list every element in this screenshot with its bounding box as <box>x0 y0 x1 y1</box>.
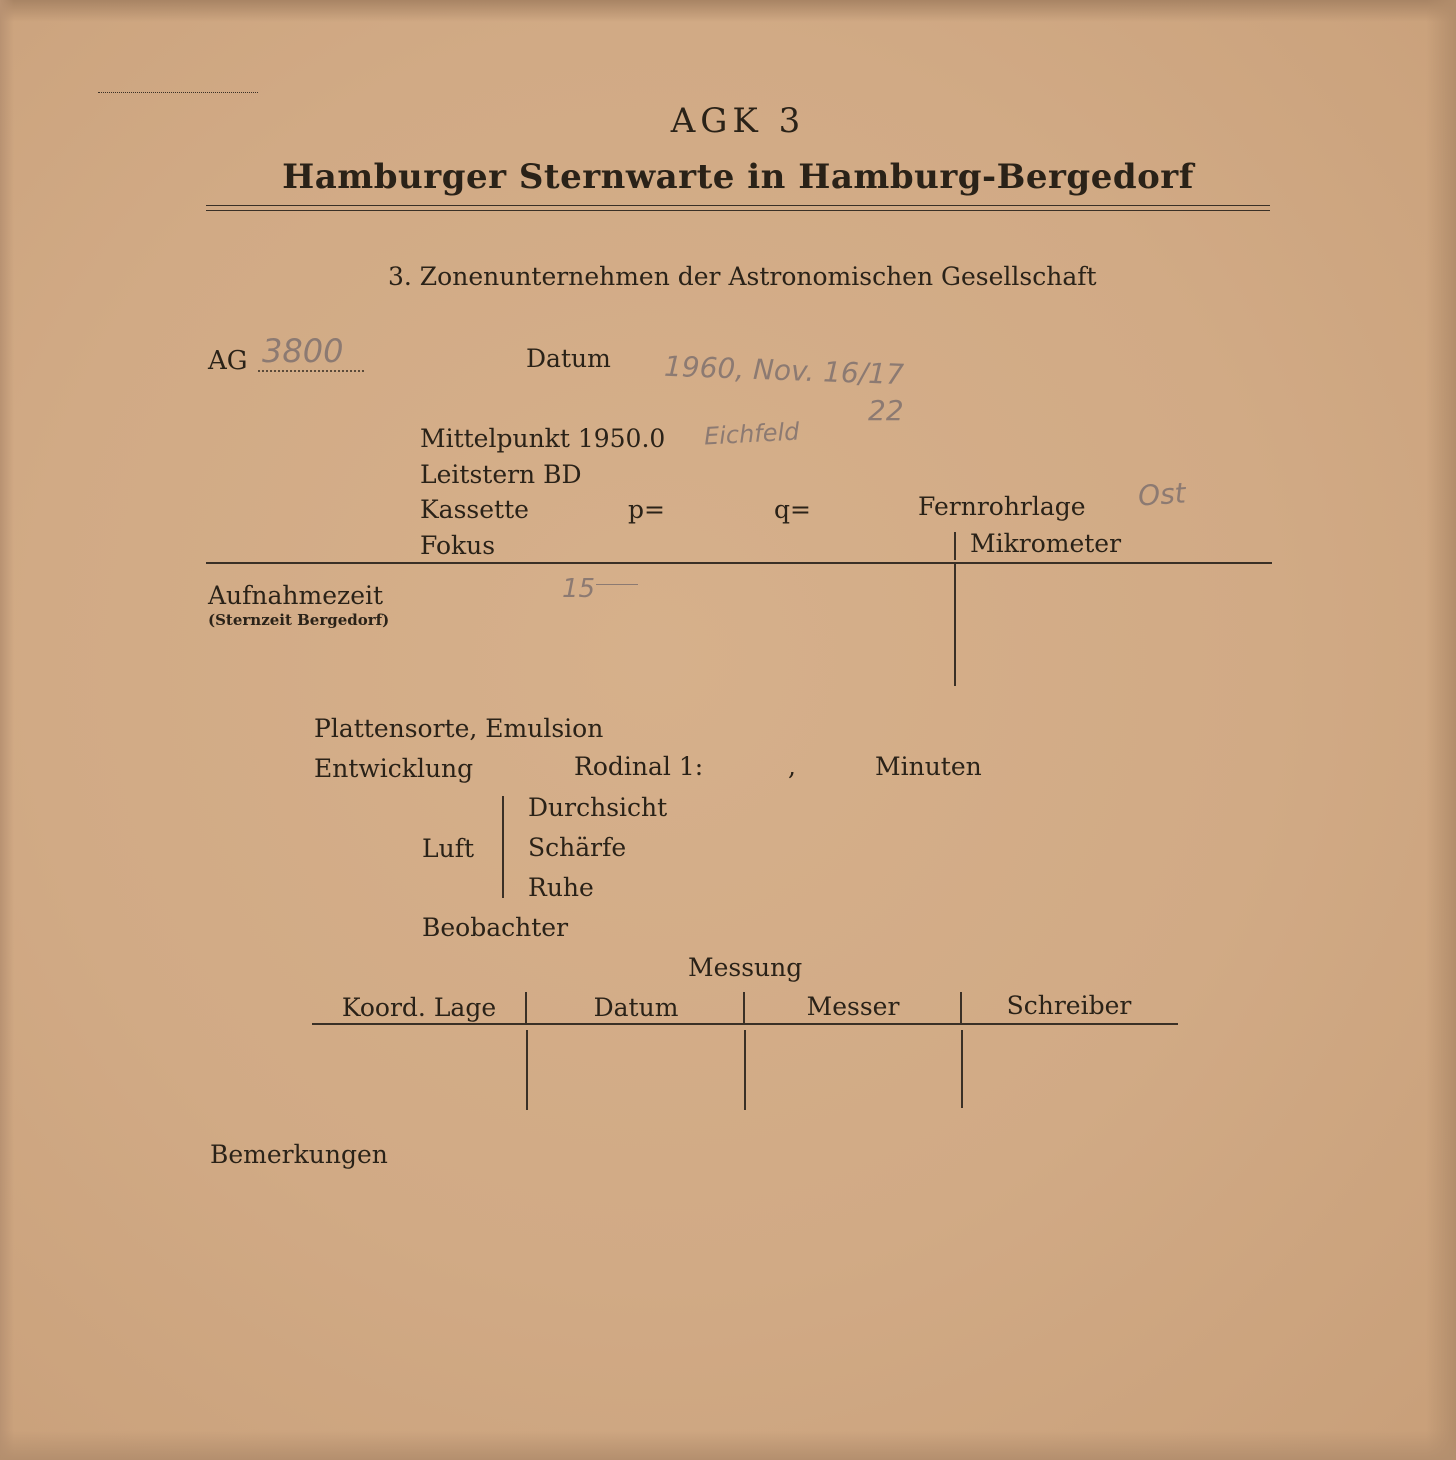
form-title: AGK 3 <box>670 101 806 141</box>
datum-label: Datum <box>526 344 611 373</box>
ag-number-handwritten: 3800 <box>262 332 344 370</box>
datum-handwritten-2: 22 <box>868 394 904 427</box>
messung-title: Messung <box>688 953 803 982</box>
rodinal-label: Rodinal 1: <box>574 752 704 781</box>
messung-divider-2-head <box>743 992 745 1024</box>
durchsicht-label: Durchsicht <box>528 793 668 822</box>
messung-divider-3-head <box>960 992 962 1024</box>
messung-divider-3 <box>961 1030 963 1108</box>
beobachter-label: Beobachter <box>422 913 569 942</box>
aufnahmezeit-sublabel: (Sternzeit Bergedorf) <box>208 611 390 629</box>
leitstern-label: Leitstern BD <box>420 460 582 489</box>
mikrometer-label: Mikrometer <box>970 529 1122 558</box>
ag-dotted-line <box>258 370 364 372</box>
luft-label: Luft <box>422 834 475 863</box>
messung-divider-1-head <box>525 992 527 1024</box>
mikrometer-divider <box>954 564 956 686</box>
aufnahmezeit-label: Aufnahmezeit <box>208 581 384 610</box>
messung-col-datum: Datum <box>593 993 679 1022</box>
paper-edge-right <box>1426 0 1456 1460</box>
paper-edge-left <box>0 0 14 1460</box>
plattensorte-label: Plattensorte, Emulsion <box>314 714 604 743</box>
minuten-label: Minuten <box>875 752 982 781</box>
q-label: q= <box>774 495 811 524</box>
fokus-label: Fokus <box>420 531 496 560</box>
messung-col-messer: Messer <box>806 992 900 1021</box>
bemerkungen-label: Bemerkungen <box>210 1140 388 1169</box>
paper-edge-top <box>0 0 1456 22</box>
mittelpunkt-handwritten: Eichfeld <box>703 417 801 451</box>
paper-edge-bottom <box>0 1430 1456 1460</box>
datum-handwritten: 1960, Nov. 16/17 <box>663 349 905 392</box>
luft-brace <box>502 796 504 898</box>
entwicklung-label: Entwicklung <box>314 754 474 783</box>
ruhe-label: Ruhe <box>528 873 594 902</box>
section-rule <box>206 562 1272 564</box>
observatory-name: Hamburger Sternwarte in Hamburg-Bergedorf <box>282 157 1194 197</box>
schaerfe-label: Schärfe <box>528 833 627 862</box>
zone-line: 3. Zonenunternehmen der Astronomischen Gesellschaft <box>388 262 1097 291</box>
messung-divider-1 <box>526 1030 528 1110</box>
header-double-rule-top <box>206 205 1270 206</box>
messung-col-koord-lage: Koord. Lage <box>341 993 497 1022</box>
messung-divider-2 <box>744 1030 746 1110</box>
messung-col-schreiber: Schreiber <box>1006 991 1132 1020</box>
top-left-dotted-rule <box>98 92 258 93</box>
p-label: p= <box>628 495 665 524</box>
mikrometer-divider-short <box>954 532 956 560</box>
rodinal-comma: , <box>788 752 796 781</box>
fernrohrlage-label: Fernrohrlage <box>918 492 1086 521</box>
kassette-label: Kassette <box>420 495 529 524</box>
aufnahmezeit-dash <box>596 584 638 585</box>
ag-label: AG <box>208 346 248 376</box>
fernrohrlage-handwritten: Ost <box>1136 476 1187 513</box>
header-double-rule-bottom <box>206 210 1270 211</box>
aufnahmezeit-handwritten: 15 <box>562 574 596 604</box>
mittelpunkt-label: Mittelpunkt 1950.0 <box>420 424 666 453</box>
messung-header-rule <box>312 1023 1178 1025</box>
